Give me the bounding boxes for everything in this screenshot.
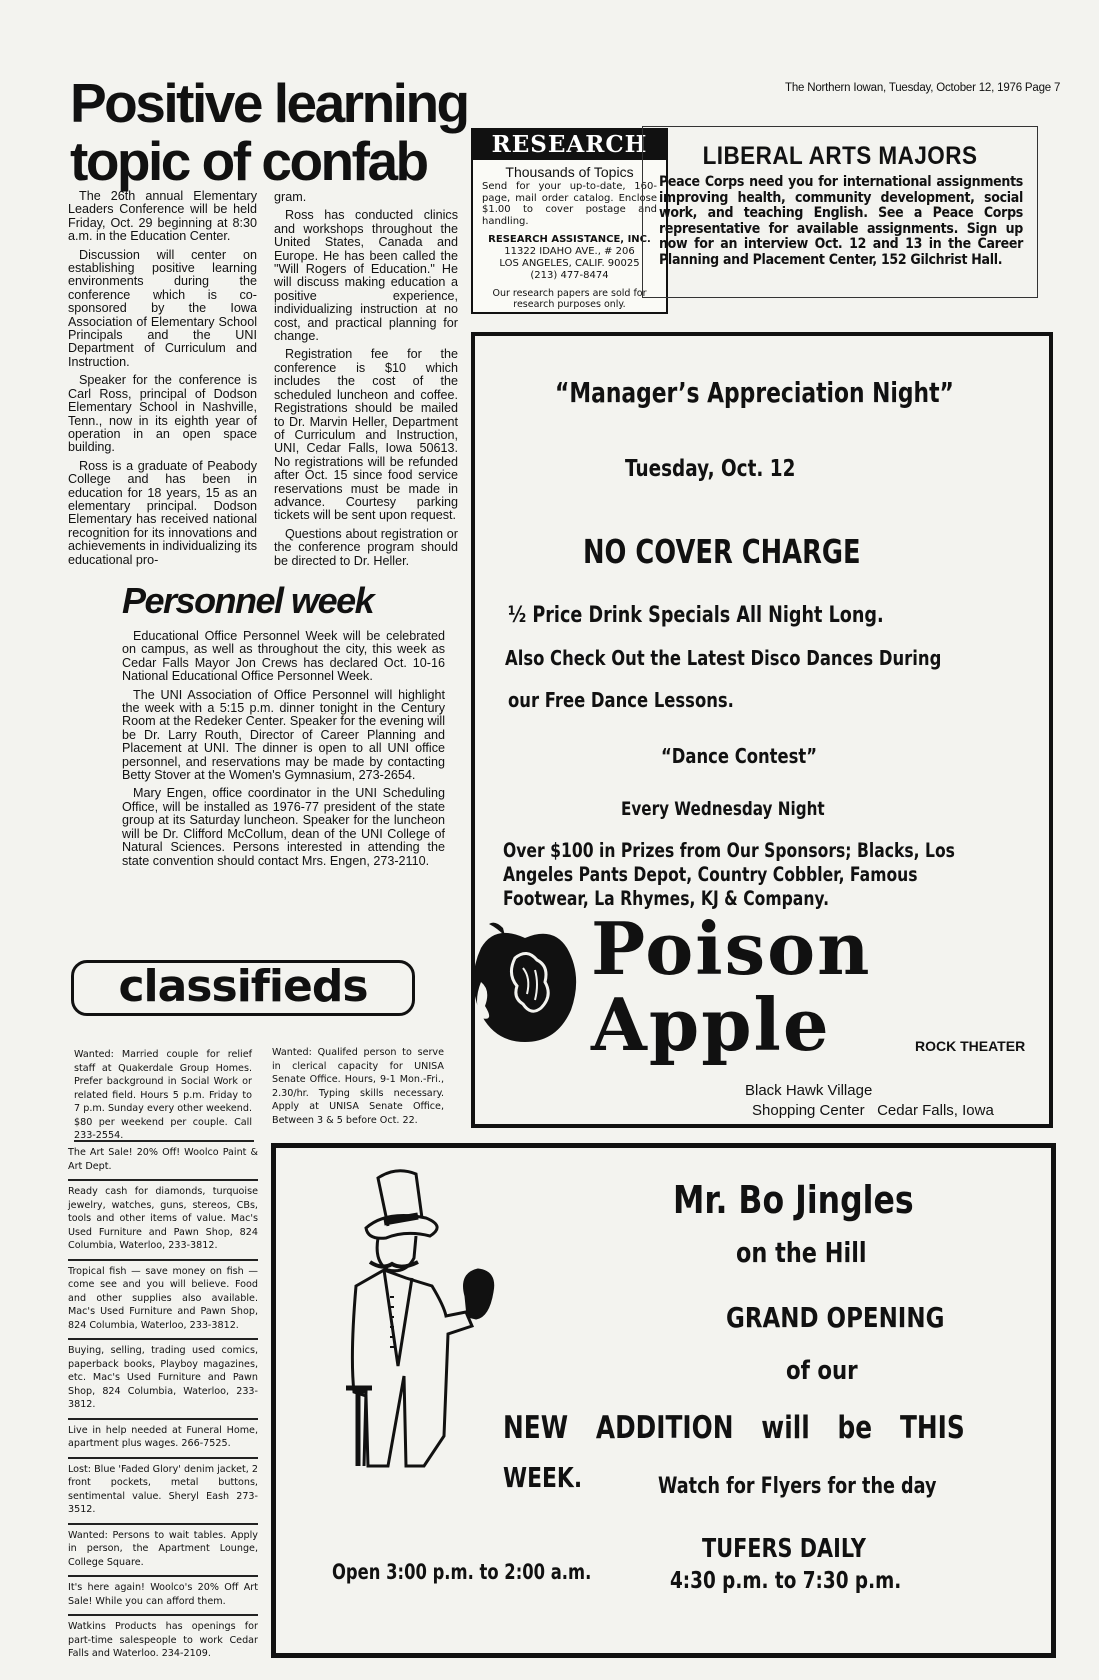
research-address	[473, 234, 666, 282]
paragraph: Educational Office Personnel Week will be celebrated on campus, as well as throughout the city, this week as Cedar Falls Mayor Jon Crews has declared Oct. 10-16 National Educational Office Personnel Week.	[122, 629, 445, 684]
city: LOS ANGELES, CALIF. 90025	[499, 258, 640, 269]
bo-jingles-subtitle: on the Hill	[736, 1236, 867, 1269]
paragraph: Ross is a graduate of Peabody College and has been in education for 18 years, 15 as an elementary principal. Dodson Elementary has received national recognition for its innovations and achievements in individualizing its educational pro-	[68, 458, 258, 567]
contest-schedule: Every Wednesday Night	[621, 798, 825, 820]
drink-specials: ½ Price Drink Specials All Night Long.	[508, 603, 884, 628]
of-our: of our	[786, 1356, 858, 1386]
conference-headline	[70, 74, 468, 190]
paragraph: Discussion will center on establishing positive learning environments during the conference which is co-sponsored by the Iowa Association of Elementary School Principals and the UNI Department of Curriculum and Instruction.	[68, 247, 257, 369]
classified-ad: Wanted: Persons to wait tables. Apply in person, the Apartment Lounge, College Square.	[68, 1525, 258, 1578]
classified-ad: Live in help needed at Funeral Home, apartment plus wages. 266-7525.	[68, 1420, 258, 1459]
liberal-arts-body: Peace Corps need you for international assignments improving health, community development, social work, and teaching English. See a Peace Corps representative for available assignments. Sign up now for an interview Oct. 12 and 13 in the Career Planning and Placement Center, 152 Gilchrist Hall.	[659, 174, 1023, 268]
grand-opening: GRAND OPENING	[726, 1301, 945, 1334]
this-week: WEEK.	[503, 1461, 583, 1494]
classified-ad: The Art Sale! 20% Off! Woolco Paint & Art Dept.	[68, 1142, 258, 1181]
poison-apple-logo-text	[591, 906, 872, 1067]
street: 11322 IDAHO AVE., # 206	[504, 246, 635, 257]
poison-apple-ad	[471, 332, 1053, 1128]
classified-ad: Buying, selling, trading used comics, paperback books, Playboy magazines, etc. Mac's Used Furniture and Pawn Shop, 824 Columbia, Waterloo, 233-3812.	[68, 1340, 258, 1420]
tufers-daily: TUFERS DAILY	[702, 1534, 866, 1564]
dance-lessons-line: our Free Dance Lessons.	[508, 688, 734, 712]
liberal-arts-title: LIBERAL ARTS MAJORS	[702, 142, 978, 170]
paragraph: The UNI Association of Office Personnel will highlight the week with a 5:15 p.m. dinner tonight in the Century Room at the Redeker Center. Speaker for the evening will be Dr. Larry Routh, Director of Career Planning and Placement at UNI. The dinner is open to all UNI office personnel, and reservations may be made by contacting Betty Stover at the Women's Gymnasium, 273-2654.	[122, 687, 445, 783]
disco-line: Also Check Out the Latest Disco Dances During	[505, 646, 942, 670]
liberal-arts-ad	[642, 126, 1038, 298]
personnel-article	[122, 630, 445, 873]
page-folio: The Northern Iowan, Tuesday, October 12, 1976 Page 7	[785, 82, 1061, 94]
classifieds-header: classifieds	[71, 960, 415, 1016]
research-disclaimer: Our research papers are sold for research purposes only.	[492, 288, 647, 310]
tufers-hours: 4:30 p.m. to 7:30 p.m.	[670, 1568, 902, 1594]
classifieds-list	[68, 1142, 258, 1667]
top-hat-gentleman-icon	[326, 1166, 526, 1481]
research-banner: RESEARCH	[473, 130, 666, 160]
location-line-1: Black Hawk Village	[745, 1082, 873, 1099]
conference-article-col-2	[274, 191, 458, 573]
brand-word-1: Poison	[591, 906, 872, 991]
paragraph: Ross has conducted clinics and workshops throughout the United States, Canada and Europe. He has been called the "Will Rogers of Education." He will discuss making education a positive experience, individualizing instruction at no cost, and practical planning for change.	[274, 208, 458, 344]
apple-icon	[465, 918, 585, 1053]
classified-ad: It's here again! Woolco's 20% Off Art Sale! While you can afford them.	[68, 1577, 258, 1616]
paragraph: Speaker for the conference is Carl Ross, principal of Dodson Elementary School in Nashville, Tenn., now in its eighth year of operation in an open space building.	[68, 373, 257, 455]
manager-night-title: “Manager’s Appreciation Night”	[555, 376, 954, 409]
research-ad	[471, 128, 668, 314]
paragraph: Questions about registration or the conference program should be directed to Dr. Heller.	[274, 526, 458, 568]
classified-ad: Lost: Blue 'Faded Glory' denim jacket, 2 front pockets, metal buttons, sentimental value. Sheryl Eash 273-3512.	[68, 1459, 258, 1525]
company-name: RESEARCH ASSISTANCE, INC.	[488, 234, 651, 245]
classified-ad: Wanted: Married couple for relief staff at Quakerdale Group Homes. Prefer background in Social Work or related field. Hours 5 p.m. Friday to 7 p.m. Sunday every other weekend. $80 per weekend per couple. Call 233-2554.	[74, 1049, 252, 1141]
personnel-headline: Personnel week	[122, 580, 374, 621]
rock-theater-tagline: ROCK THEATER	[915, 1038, 1026, 1054]
event-date: Tuesday, Oct. 12	[625, 456, 796, 482]
classified-ad: Ready cash for diamonds, turquoise jewelry, watches, guns, stereos, CBs, tools and other items of value. Mac's Used Furniture and Pawn Shop, 824 Columbia, Waterloo, 233-3812.	[68, 1181, 258, 1261]
bo-jingles-ad	[271, 1143, 1056, 1658]
prizes-text: Over $100 in Prizes from Our Sponsors; Blacks, Los Angeles Pants Depot, Country Cobbler, Famous Footwear, La Rhymes, KJ & Company.	[503, 839, 955, 910]
open-hours: Open 3:00 p.m. to 2:00 a.m.	[332, 1560, 592, 1584]
headline-line-2: topic of confab	[70, 130, 427, 192]
paragraph: Registration fee for the conference is $10 which includes the cost of the scheduled luncheon and coffee. Registrations should be mailed to Dr. Marvin Heller, Department of Curriculum and Instruction, UNI, Cedar Falls, Iowa 50613. No registrations will be refunded after Oct. 15 since food service reservations must be made in advance. Courtesy parking tickets will be sent upon request.	[274, 347, 458, 523]
brand-word-2: Apple	[591, 982, 831, 1067]
classified-ad: Wanted: Qualifed person to serve in clerical capacity for UNISA Senate Office. Hours, 9-1 Mon.-Fri., 2.30/hr. Typing skills necessary. Apply at UNISA Senate Office, Between 3 & 5 before Oct. 22.	[272, 1047, 444, 1126]
bo-jingles-title: Mr. Bo Jingles	[673, 1178, 914, 1222]
phone: (213) 477-8474	[530, 270, 609, 281]
classified-ad: Watkins Products has openings for part-time salespeople to work Cedar Falls and Waterloo. 234-2109.	[68, 1621, 258, 1659]
paragraph: gram.	[274, 190, 307, 204]
dance-contest: “Dance Contest”	[661, 744, 818, 768]
flyers-notice: Watch for Flyers for the day	[658, 1474, 937, 1499]
location-line-2: Shopping Center Cedar Falls, Iowa	[752, 1102, 994, 1119]
paragraph: The 26th annual Elementary Leaders Conference will be held Friday, Oct. 29 beginning at 8:30 a.m. in the Education Center.	[68, 189, 257, 244]
new-addition: NEW ADDITION will be THIS	[503, 1410, 965, 1446]
conference-article-col-1	[68, 190, 257, 572]
classified-ad: Tropical fish — save money on fish — come see and you will believe. Food and other supplies also available. Mac's Used Furniture and Pawn Shop, 824 Columbia, Waterloo, 233-3812.	[68, 1261, 258, 1341]
no-cover-charge: NO COVER CHARGE	[583, 532, 861, 571]
research-body: Send for your up-to-date, 160-page, mail order catalog. Enclose $1.00 to cover postage and handling.	[482, 181, 657, 227]
headline-line-1: Positive learning	[70, 72, 468, 134]
paragraph: Mary Engen, office coordinator in the UNI Scheduling Office, will be installed as 1976-77 president of the state group at its Saturday luncheon. Speaker for the luncheon will be Dr. Clifford McCollum, dean of the UNI College of Natural Sciences. Persons interested in attending the state convention should contact Mrs. Engen, 273-2110.	[122, 786, 445, 868]
research-subtitle: Thousands of Topics	[505, 164, 634, 180]
